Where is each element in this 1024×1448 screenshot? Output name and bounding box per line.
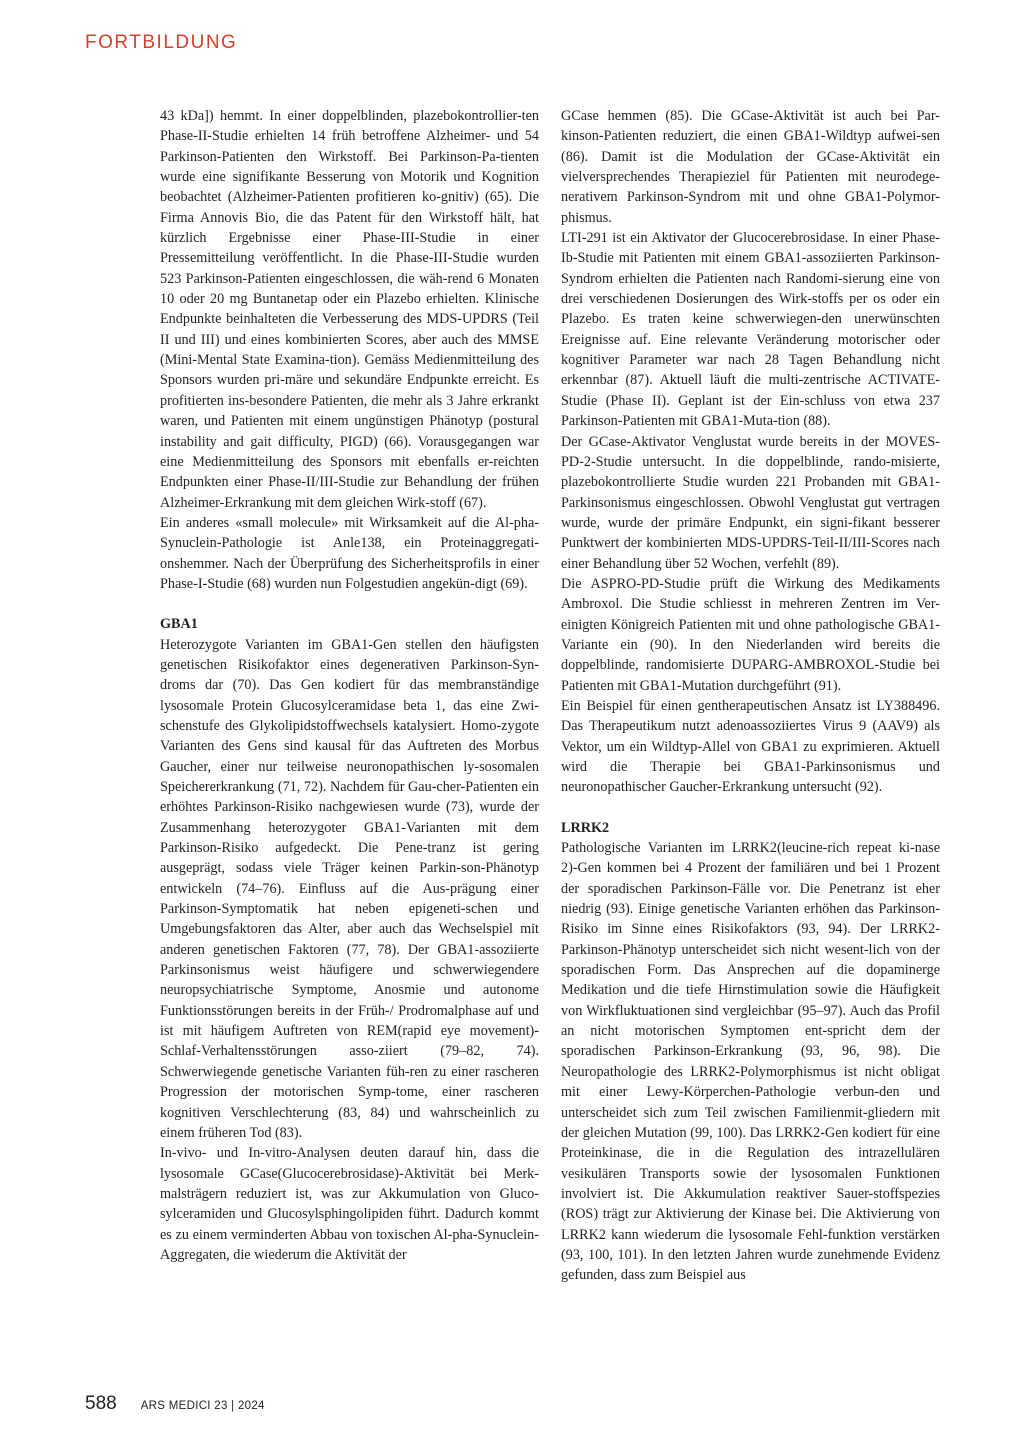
paragraph: 43 kDa]) hemmt. In einer doppelblinden, plazebokontrollier-ten Phase-II-Studie erhielten 14 früh betroffene Alzheimer- und 54 Parkinson-Patienten den Wirkstoff. Bei Parkinson-Pa-tienten wurde eine signifikante Besserung von Motorik und Kognition beobachtet (Alzheimer-Patienten profitieren ko-gnitiv) (65). Die Firma Annovis Bio, die das Patent für den Wirkstoff hält, hat kürzlich Ergebnisse einer Phase-III-Studie in einer Pressemitteilung veröffentlicht. In die Phase-III-Studie wurden 523 Parkinson-Patienten eingeschlossen, die wäh-rend 6 Monaten 10 oder 20 mg Buntanetap oder ein Plazebo erhielten. Klinische Endpunkte beinhalteten die Verbesserung des MDS-UPDRS (Teil II und III) und eines kombinierten Scores, aber auch des MMSE (Mini-Mental State Examina-tion). Gemäss Medienmitteilung des Sponsors wurden pri-märe und sekundäre Endpunkte erreicht. Es profitierten ins-besondere Patienten, die mehr als 3 Jahre erkrankt waren, und Patienten mit einem ungünstigen Phänotyp (postural instability and gait difficulty, PIGD) (66). Vorausgegangen war eine Medienmitteilung des Sponsors mit ebenfalls er-reichten Endpunkten einer Phase-II/III-Studie zur Behandlung der frühen Alzheimer-Erkrankung mit dem gleichen Wirk-stoff (67). [160, 108, 539, 511]
page-number: 588 [85, 1393, 117, 1414]
paragraph: Die ASPRO-PD-Studie prüft die Wirkung des Medikaments Ambroxol. Die Studie schliesst in mehreren Zentren im Ver-einigten Königreich Patienten mit und ohne pathologische GBA1-Variante ein (90). In den Niederlanden wird bereits die doppelblinde, randomisierte DUPARG-AMBROXOL-Studie bei Patienten mit GBA1-Mutation durchgeführt (91). [561, 575, 940, 694]
right-column [561, 106, 940, 1286]
paragraph: Der GCase-Aktivator Venglustat wurde bereits in der MOVES-PD-2-Studie untersucht. In die doppelblinde, rando-misierte, plazebokontrollierte Studie wurden 221 Probanden mit GBA1-Parkinsonismus eingeschlossen. Obwohl Venglustat gut vertragen wurde, wurde der primäre Endpunkt, ein signi-fikant besserer Punktwert der kombinierten MDS-UPDRS-Teil-II/III-Scores nach einer Behandlung über 52 Wochen, verfehlt (89). [561, 433, 940, 572]
paragraph: GCase hemmen (85). Die GCase-Aktivität ist auch bei Par-kinson-Patienten reduziert, die einen GBA1-Wildtyp aufwei-sen (86). Damit ist die Modulation der GCase-Aktivität ein vielversprechendes Therapieziel für Patienten mit neurodege-nerativem Parkinson-Syndrom mit und ohne GBA1-Polymor-phismus. [561, 108, 940, 226]
journal-issue: ARS MEDICI 23 | 2024 [140, 1400, 265, 1412]
page-footer [85, 1393, 265, 1415]
paragraph: Pathologische Varianten im LRRK2(leucine-rich repeat ki-nase 2)-Gen kommen bei 4 Prozent der familiären und bei 1 Prozent der sporadischen Parkinson-Fälle vor. Die Penetranz ist eher niedrig (93). Einige genetische Varianten erhöhen das Parkinson-Risiko im Sinne eines Risikofaktors (93, 94). Der LRRK2-Parkinson-Phänotyp unterscheidet sich nicht wesent-lich von der sporadischen Form. Das Ansprechen auf die dopaminerge Medikation und die tiefe Hirnstimulation sowie die Häufigkeit von Wirkfluktuationen sind vergleichbar (95–97). Auch das Profil an nicht motorischen Symptomen ent-spricht dem der sporadischen Parkinson-Erkrankung (93, 96, 98). Die Neuropathologie des LRRK2-Polymorphismus ist nicht obligat mit einer Lewy-Körperchen-Pathologie verbun-den und unterscheidet sich zum Teil zwischen Familienmit-gliedern mit der gleichen Mutation (99, 100). Das LRRK2-Gen kodiert für eine Proteinkinase, die in die Regulation des intrazellulären vesikulären Transports sowie der lysosomalen Funktionen involviert ist. Die Akkumulation reaktiver Sauer-stoffspezies (ROS) trägt zur Aktivierung der Kinase bei. Die Aktivierung von LRRK2 kann wiederum die lysosomale Fehl-funktion verstärken (93, 100, 101). In den letzten Jahren wurde zunehmende Evidenz gefunden, dass zum Beispiel aus [561, 840, 940, 1284]
lrrk2-heading: LRRK2 [561, 819, 610, 836]
paragraph: Ein Beispiel für einen gentherapeutischen Ansatz ist LY388496. Das Therapeutikum nutzt adenoassoziiertes Virus 9 (AAV9) als Vektor, um ein Wildtyp-Allel von GBA1 zu exprimieren. Aktuell wird die Therapie bei GBA1-Parkinsonismus und neuronopathischer Gaucher-Erkrankung untersucht (92). [561, 697, 940, 796]
section-title: FORTBILDUNG [85, 32, 238, 53]
gba1-heading: GBA1 [160, 616, 198, 633]
paragraph: In-vivo- und In-vitro-Analysen deuten darauf hin, dass die lysosomale GCase(Glucocerebrosidase)-Aktivität bei Merk-malsträgern reduziert ist, was zur Akkumulation von Gluco-sylceramiden und Glucosylsphingolipiden führt. Dadurch kommt es zu einem verminderten Abbau von toxischen Al-pha-Synuclein-Aggregaten, die wiederum die Aktivität der [160, 1145, 539, 1263]
paragraph: LTI-291 ist ein Aktivator der Glucocerebrosidase. In einer Phase-Ib-Studie mit Patienten mit einem GBA1-assoziierten Parkinson-Syndrom erhielten die Patienten nach Randomi-sierung eine von drei verschiedenen Dosierungen des Wirk-stoffs per os oder ein Plazebo. Es traten keine schwerwiegen-den unerwünschten Ereignisse auf. Eine relevante Veränderung motorischer oder kognitiver Parameter war nach 28 Tagen Behandlung nicht erkennbar (87). Aktuell läuft die multi-zentrische ACTIVATE-Studie (Phase II). Geplant ist der Ein-schluss von etwa 237 Parkinson-Patienten mit GBA1-Muta-tion (88). [561, 230, 940, 430]
paragraph: Heterozygote Varianten im GBA1-Gen stellen den häufigsten genetischen Risikofaktor eines degenerativen Parkinson-Syn-droms dar (70). Das Gen kodiert für das membranständige lysosomale Protein Glucosylceramidase beta 1, das eine Zwi-schenstufe des Glykolipidstoffwechsels katalysiert. Homo-zygote Varianten des Gens sind kausal für das Auftreten des Morbus Gaucher, einer nur teilweise neuronopathischen ly-sosomalen Speichererkrankung (71, 72). Nachdem für Gau-cher-Patienten ein erhöhtes Parkinson-Risiko nachgewiesen wurde (73), wurde der Zusammenhang heterozygoter GBA1-Varianten mit dem Parkinson-Risiko aufgedeckt. Die Pene-tranz ist gering ausgeprägt, sodass viele Träger keinen Parkin-son-Phänotyp entwickeln (74–76). Einfluss auf die Aus-prägung einer Parkinson-Symptomatik hat neben epigeneti-schen und Umgebungsfaktoren das Alter, aber auch das Wechselspiel mit anderen genetischen Faktoren (77, 78). Der GBA1-assoziierte Parkinsonismus weist häufigere und schwerwiegendere neuropsychiatrische Symptome, Anosmie und autonome Funktionsstörungen bereits in der Früh-/ Prodromalphase auf und ist mit häufigem Auftreten von REM(rapid eye movement)-Schlaf-Verhaltensstörungen asso-ziiert (79–82, 74). Schwerwiegende genetische Varianten füh-ren zu einer rascheren Progression der motorischen Symp-tome, einer rascheren kognitiven Verschlechterung (83, 84) und wahrscheinlich zu einem früheren Tod (83). [160, 636, 539, 1141]
left-column [160, 106, 539, 1265]
paragraph: Ein anderes «small molecule» mit Wirksamkeit auf die Al-pha-Synuclein-Pathologie ist Anle138, ein Proteinaggregati-onshemmer. Nach der Überprüfung des Sicherheitsprofils in einer Phase-I-Studie (68) wurden nun Folgestudien angekün-digt (69). [160, 514, 539, 592]
